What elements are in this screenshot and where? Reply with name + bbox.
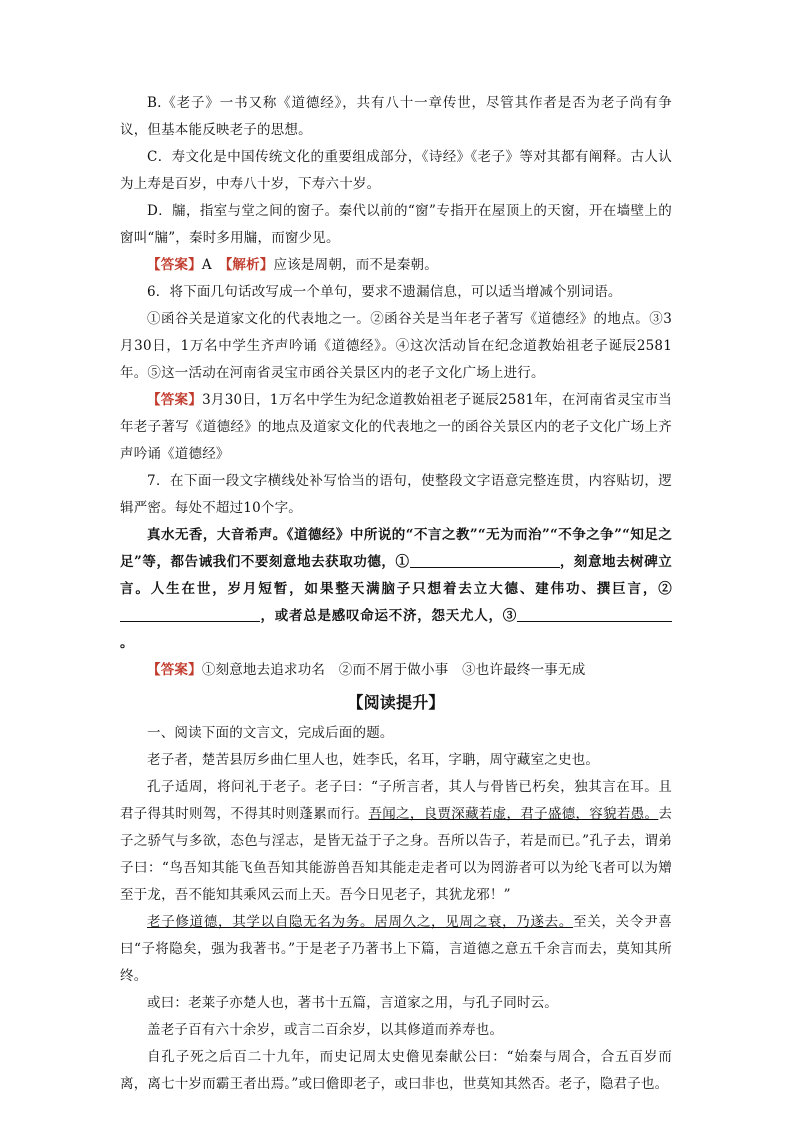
material-part-4: 。 bbox=[120, 635, 134, 651]
option-b: B.《老子》一书又称《道德经》，共有八十一章传世，尽管其作者是否为老子尚有争议，但基本能反映老子的思想。 bbox=[120, 95, 672, 138]
option-c: C．寿文化是中国传统文化的重要组成部分，《诗经》《老子》等对其都有阐释。古人认为上寿是百岁，中寿八十岁，下寿六十岁。 bbox=[120, 149, 672, 192]
reading-instruction: 一、阅读下面的文言文，完成后面的题。 bbox=[147, 725, 394, 741]
question-7-material bbox=[120, 522, 672, 657]
reading-para-1: 老子者，楚苦县厉乡曲仁里人也，姓李氏，名耳，字聃，周守藏室之史也。 bbox=[147, 752, 600, 768]
reading-para-3 bbox=[120, 909, 672, 990]
analysis-text: 应该是周朝，而不是秦朝。 bbox=[273, 257, 438, 273]
fill-blank-3[interactable] bbox=[517, 606, 672, 622]
material-part-3: ，或者总是感叹命运不济，怨天尤人，③ bbox=[260, 608, 517, 624]
answer-6 bbox=[120, 387, 672, 468]
question-6: 6．将下面几句话改写成一个单句，要求不遗漏信息，可以适当增减个别词语。 bbox=[147, 284, 622, 300]
material-part-2: ，刻意地去树碑立言。人生在世，岁月短暂，如果整天满脑子只想着去立大德、建伟功、撰巨言，② bbox=[120, 554, 672, 597]
para-2-part-b: 去子之骄气与多欲，态色与淫志，是皆无益于子之身。吾所以告子，若是而已。”孔子去，谓弟子曰：“鸟吾知其能飞鱼吾知其能游兽吾知其能走走者可以为罔游者可以为纶飞者可以为矰至于龙，吾不能知其乘风云而上天。吾今日见老子，其犹龙邪！” bbox=[120, 806, 673, 903]
answer-5 bbox=[120, 252, 672, 279]
section-heading: 【阅读提升】 bbox=[347, 693, 445, 712]
underlined-sentence-1: 吾闻之，良贾深藏若虚，君子盛德，容貌若愚。 bbox=[368, 806, 659, 822]
para-3-part-b: 至关，关令尹喜曰“子将隐矣，强为我著书。”于是老子乃著书上下篇，言道德之意五千余言而去，莫知其所终。 bbox=[120, 914, 672, 984]
reading-para-2 bbox=[120, 774, 672, 909]
material-part-1: 真水无香，大音希声。《道德经》中所说的“不言之教”“无为而治”“不争之争”“知足之足”等，都告诫我们不要刻意地去获取功德，① bbox=[120, 527, 672, 570]
answer-7 bbox=[120, 657, 672, 684]
question-7: 7．在下面一段文字横线处补写恰当的语句，使整段文字语意完整连贯，内容贴切，逻辑严密。每处不超过10个字。 bbox=[120, 473, 672, 516]
answer-text: 3月30日，1万名中学生为纪念道教始祖老子诞辰2581年，在河南省灵宝市当年老子著写《道德经》的地点及道家文化的代表地之一的函谷关景区内的老子文化广场上齐声吟诵《道德经》 bbox=[120, 392, 672, 462]
answer-tag: 【答案】 bbox=[147, 662, 202, 678]
answer-text: ①刻意地去追求功名 ②而不屑于做小事 ③也许最终一事无成 bbox=[201, 662, 586, 678]
fill-blank-2[interactable] bbox=[120, 606, 260, 622]
answer-tag: 【答案】 bbox=[147, 257, 202, 273]
reading-para-6: 自孔子死之后百二十九年，而史记周太史儋见秦献公曰：“始秦与周合，合五百岁而离，离七十岁而霸王者出焉。”或曰儋即老子，或曰非也，世莫知其然否。老子，隐君子也。 bbox=[120, 1049, 672, 1092]
reading-para-5: 盖老子百有六十余岁，或言二百余岁，以其修道而养寿也。 bbox=[147, 1022, 504, 1038]
fill-blank-1[interactable] bbox=[410, 552, 560, 568]
reading-para-4: 或曰：老莱子亦楚人也，著书十五篇，言道家之用，与孔子同时云。 bbox=[147, 995, 558, 1011]
answer-tag: 【答案】 bbox=[147, 392, 203, 408]
document-body bbox=[120, 90, 672, 1098]
question-6-material: ①函谷关是道家文化的代表地之一。②函谷关是当年老子著写《道德经》的地点。③3月30日，1万名中学生齐声吟诵《道德经》。④这次活动旨在纪念道教始祖老子诞辰2581年。⑤这一活动在河南省灵宝市函谷关景区内的老子文化广场上进行。 bbox=[120, 311, 672, 381]
para-2-part-a: 孔子适周，将问礼于老子。老子曰：“子所言者，其人与骨皆已朽矣，独其言在耳。且君子得其时则驾，不得其时则蓬累而行。 bbox=[120, 779, 672, 822]
answer-text: A bbox=[201, 257, 226, 273]
analysis-tag: 【解析】 bbox=[225, 257, 274, 273]
underlined-sentence-2: 老子修道德，其学以自隐无名为务。居周久之，见周之衰，乃遂去。 bbox=[147, 914, 574, 930]
option-d: D．牖，指室与堂之间的窗子。秦代以前的“窗”专指开在屋顶上的天窗，开在墙壁上的窗叫“牖”，秦时多用牖，而窗少见。 bbox=[120, 203, 672, 246]
